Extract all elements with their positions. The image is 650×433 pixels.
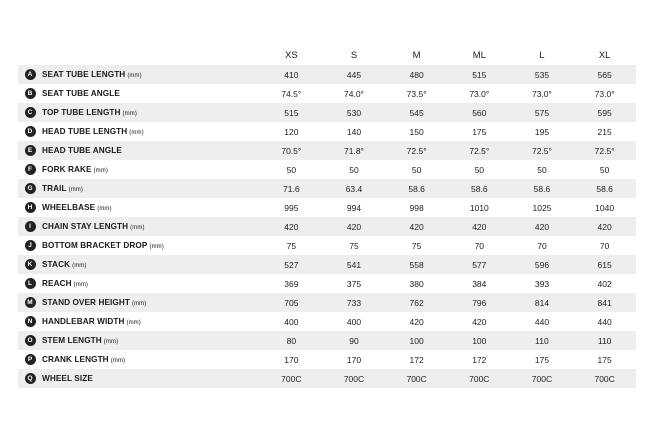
geometry-rows <box>18 65 636 388</box>
value-cell: 420 <box>385 217 448 236</box>
measurement-unit: (mm) <box>129 130 144 136</box>
measurement-unit: (mm) <box>93 168 108 174</box>
row-marker <box>18 274 42 293</box>
row-marker <box>18 236 42 255</box>
measurement-label: FORK RAKE <box>42 165 92 174</box>
value-cell: 762 <box>385 293 448 312</box>
value-cell: 75 <box>323 236 386 255</box>
value-cell: 375 <box>323 274 386 293</box>
row-label-cell <box>42 293 260 312</box>
table-row <box>18 312 636 331</box>
value-cell: 90 <box>323 331 386 350</box>
value-cell: 700C <box>385 369 448 388</box>
measurement-unit: (mm) <box>130 225 145 231</box>
value-cell: 172 <box>448 350 511 369</box>
value-cell: 75 <box>260 236 323 255</box>
table-row <box>18 84 636 103</box>
value-cell: 515 <box>448 65 511 84</box>
value-cell: 575 <box>511 103 574 122</box>
value-cell: 535 <box>511 65 574 84</box>
value-cell: 410 <box>260 65 323 84</box>
value-cell: 420 <box>448 312 511 331</box>
row-label-cell <box>42 103 260 122</box>
measurement-label: SEAT TUBE ANGLE <box>42 89 120 98</box>
row-label-cell <box>42 255 260 274</box>
row-letter-badge: J <box>25 240 36 251</box>
row-marker <box>18 217 42 236</box>
size-header: XL <box>598 50 611 61</box>
row-label-cell <box>42 312 260 331</box>
value-cell: 420 <box>385 312 448 331</box>
value-cell: 175 <box>448 122 511 141</box>
value-cell: 50 <box>323 160 386 179</box>
value-cell: 73.5° <box>385 84 448 103</box>
geometry-table <box>18 46 636 388</box>
value-cell: 700C <box>448 369 511 388</box>
row-letter-badge: K <box>25 259 36 270</box>
value-cell: 73.0° <box>573 84 636 103</box>
measurement-unit: (mm) <box>149 244 164 250</box>
value-cell: 796 <box>448 293 511 312</box>
table-row <box>18 179 636 198</box>
row-marker <box>18 331 42 350</box>
value-cell: 596 <box>511 255 574 274</box>
value-cell: 70.5° <box>260 141 323 160</box>
value-cell: 175 <box>511 350 574 369</box>
value-cell: 72.5° <box>511 141 574 160</box>
value-cell: 420 <box>323 217 386 236</box>
value-cell: 994 <box>323 198 386 217</box>
row-letter-badge: Q <box>25 373 36 384</box>
value-cell: 420 <box>511 217 574 236</box>
table-row <box>18 160 636 179</box>
value-cell: 530 <box>323 103 386 122</box>
row-label-cell <box>42 236 260 255</box>
row-label-cell <box>42 84 260 103</box>
row-label-cell <box>42 350 260 369</box>
value-cell: 515 <box>260 103 323 122</box>
value-cell: 400 <box>323 312 386 331</box>
value-cell: 1010 <box>448 198 511 217</box>
row-marker <box>18 350 42 369</box>
value-cell: 615 <box>573 255 636 274</box>
value-cell: 73.0° <box>448 84 511 103</box>
value-cell: 215 <box>573 122 636 141</box>
value-cell: 384 <box>448 274 511 293</box>
value-cell: 71.8° <box>323 141 386 160</box>
row-label-cell <box>42 160 260 179</box>
value-cell: 70 <box>511 236 574 255</box>
row-label-cell <box>42 179 260 198</box>
value-cell: 700C <box>323 369 386 388</box>
table-row <box>18 103 636 122</box>
row-marker <box>18 84 42 103</box>
value-cell: 75 <box>385 236 448 255</box>
size-header: S <box>350 50 358 61</box>
value-cell: 420 <box>260 217 323 236</box>
value-cell: 402 <box>573 274 636 293</box>
table-row <box>18 217 636 236</box>
value-cell: 70 <box>448 236 511 255</box>
row-letter-badge: F <box>25 164 36 175</box>
value-cell: 700C <box>573 369 636 388</box>
measurement-label: HEAD TUBE ANGLE <box>42 146 122 155</box>
value-cell: 195 <box>511 122 574 141</box>
value-cell: 527 <box>260 255 323 274</box>
value-cell: 560 <box>448 103 511 122</box>
value-cell: 63.4 <box>323 179 386 198</box>
measurement-unit: (mm) <box>97 206 112 212</box>
table-row <box>18 350 636 369</box>
size-header: XS <box>284 50 298 61</box>
value-cell: 150 <box>385 122 448 141</box>
row-letter-badge: M <box>25 297 36 308</box>
row-letter-badge: E <box>25 145 36 156</box>
value-cell: 58.6 <box>385 179 448 198</box>
table-row <box>18 65 636 84</box>
measurement-label: STACK <box>42 260 71 269</box>
value-cell: 841 <box>573 293 636 312</box>
value-cell: 70 <box>573 236 636 255</box>
value-cell: 1040 <box>573 198 636 217</box>
row-letter-badge: L <box>25 278 36 289</box>
value-cell: 995 <box>260 198 323 217</box>
row-marker <box>18 179 42 198</box>
measurement-label: HEAD TUBE LENGTH <box>42 127 128 136</box>
table-row <box>18 236 636 255</box>
row-label-cell <box>42 198 260 217</box>
value-cell: 120 <box>260 122 323 141</box>
table-row <box>18 369 636 388</box>
size-header: ML <box>472 50 486 61</box>
value-cell: 420 <box>448 217 511 236</box>
measurement-unit: (mm) <box>72 263 87 269</box>
size-header-row <box>18 46 636 65</box>
row-letter-badge: C <box>25 107 36 118</box>
value-cell: 420 <box>573 217 636 236</box>
value-cell: 170 <box>323 350 386 369</box>
value-cell: 733 <box>323 293 386 312</box>
value-cell: 140 <box>323 122 386 141</box>
value-cell: 73.0° <box>511 84 574 103</box>
measurement-label: STEM LENGTH <box>42 336 102 345</box>
value-cell: 72.5° <box>385 141 448 160</box>
table-row <box>18 331 636 350</box>
value-cell: 558 <box>385 255 448 274</box>
size-header: M <box>412 50 421 61</box>
value-cell: 400 <box>260 312 323 331</box>
value-cell: 100 <box>448 331 511 350</box>
value-cell: 72.5° <box>448 141 511 160</box>
value-cell: 369 <box>260 274 323 293</box>
measurement-label: REACH <box>42 279 72 288</box>
value-cell: 705 <box>260 293 323 312</box>
row-letter-badge: O <box>25 335 36 346</box>
row-label-cell <box>42 331 260 350</box>
value-cell: 72.5° <box>573 141 636 160</box>
value-cell: 80 <box>260 331 323 350</box>
measurement-unit: (mm) <box>126 320 141 326</box>
measurement-label: STAND OVER HEIGHT <box>42 298 130 307</box>
row-letter-badge: P <box>25 354 36 365</box>
row-marker <box>18 160 42 179</box>
value-cell: 74.5° <box>260 84 323 103</box>
measurement-label: TRAIL <box>42 184 67 193</box>
measurement-label: SEAT TUBE LENGTH <box>42 70 126 79</box>
row-label-cell <box>42 122 260 141</box>
measurement-label: CRANK LENGTH <box>42 355 109 364</box>
measurement-label: BOTTOM BRACKET DROP <box>42 241 148 250</box>
value-cell: 58.6 <box>573 179 636 198</box>
row-label-cell <box>42 369 260 388</box>
value-cell: 1025 <box>511 198 574 217</box>
value-cell: 577 <box>448 255 511 274</box>
value-cell: 393 <box>511 274 574 293</box>
value-cell: 440 <box>573 312 636 331</box>
row-letter-badge: D <box>25 126 36 137</box>
value-cell: 700C <box>511 369 574 388</box>
table-row <box>18 122 636 141</box>
value-cell: 170 <box>260 350 323 369</box>
measurement-label: WHEELBASE <box>42 203 96 212</box>
value-cell: 814 <box>511 293 574 312</box>
row-marker <box>18 255 42 274</box>
value-cell: 110 <box>573 331 636 350</box>
row-marker <box>18 65 42 84</box>
value-cell: 545 <box>385 103 448 122</box>
row-label-cell <box>42 65 260 84</box>
value-cell: 595 <box>573 103 636 122</box>
measurement-unit: (mm) <box>122 111 137 117</box>
row-letter-badge: B <box>25 88 36 99</box>
measurement-label: TOP TUBE LENGTH <box>42 108 121 117</box>
measurement-unit: (mm) <box>68 187 84 193</box>
header-spacer <box>18 46 42 65</box>
row-letter-badge: H <box>25 202 36 213</box>
table-row <box>18 255 636 274</box>
measurement-label: HANDLEBAR WIDTH <box>42 317 125 326</box>
row-marker <box>18 122 42 141</box>
table-row <box>18 293 636 312</box>
row-letter-badge: N <box>25 316 36 327</box>
row-marker <box>18 369 42 388</box>
value-cell: 74.0° <box>323 84 386 103</box>
table-row <box>18 274 636 293</box>
row-marker <box>18 103 42 122</box>
value-cell: 58.6 <box>448 179 511 198</box>
value-cell: 998 <box>385 198 448 217</box>
value-cell: 172 <box>385 350 448 369</box>
value-cell: 700C <box>260 369 323 388</box>
value-cell: 380 <box>385 274 448 293</box>
table-row <box>18 141 636 160</box>
row-marker <box>18 293 42 312</box>
measurement-unit: (mm) <box>103 339 119 345</box>
row-marker <box>18 312 42 331</box>
value-cell: 445 <box>323 65 386 84</box>
row-label-cell <box>42 141 260 160</box>
measurement-unit: (mm) <box>131 301 147 307</box>
value-cell: 440 <box>511 312 574 331</box>
value-cell: 100 <box>385 331 448 350</box>
value-cell: 50 <box>573 160 636 179</box>
row-label-cell <box>42 274 260 293</box>
row-letter-badge: A <box>25 69 36 80</box>
row-marker <box>18 141 42 160</box>
table-row <box>18 198 636 217</box>
row-letter-badge: G <box>25 183 36 194</box>
value-cell: 541 <box>323 255 386 274</box>
measurement-label: CHAIN STAY LENGTH <box>42 222 129 231</box>
value-cell: 175 <box>573 350 636 369</box>
size-header: L <box>539 50 545 61</box>
row-label-cell <box>42 217 260 236</box>
measurement-unit: (mm) <box>73 282 89 288</box>
value-cell: 50 <box>385 160 448 179</box>
value-cell: 480 <box>385 65 448 84</box>
value-cell: 71.6 <box>260 179 323 198</box>
value-cell: 58.6 <box>511 179 574 198</box>
measurement-label: WHEEL SIZE <box>42 374 93 383</box>
header-spacer <box>42 46 260 65</box>
value-cell: 50 <box>448 160 511 179</box>
row-letter-badge: I <box>25 221 36 232</box>
value-cell: 110 <box>511 331 574 350</box>
value-cell: 50 <box>260 160 323 179</box>
row-marker <box>18 198 42 217</box>
measurement-unit: (mm) <box>110 358 126 364</box>
value-cell: 50 <box>511 160 574 179</box>
measurement-unit: (mm) <box>127 73 142 79</box>
value-cell: 565 <box>573 65 636 84</box>
